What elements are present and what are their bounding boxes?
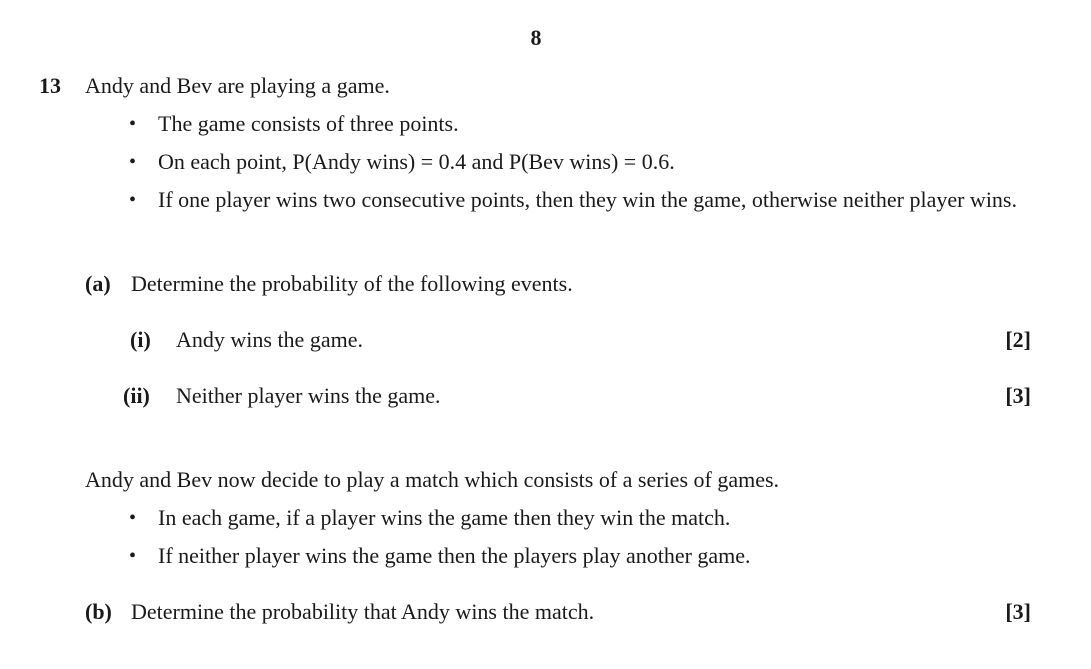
part-b-label: (b) — [85, 599, 112, 624]
subpart-i-label: (i) — [130, 327, 151, 352]
question-stem: Andy and Bev are playing a game. — [85, 73, 390, 98]
part-b-text: Determine the probability that Andy wins the match. — [131, 599, 595, 624]
bullet-item: If one player wins two consecutive points, then they win the game, otherwise neither player wins. — [158, 187, 1017, 212]
bullet-item: The game consists of three points. — [158, 111, 459, 136]
match-intro: Andy and Bev now decide to play a match which consists of a series of games. — [85, 467, 780, 492]
subpart-ii-label: (ii) — [123, 383, 150, 408]
subpart-ii-marks: [3] — [1005, 383, 1031, 408]
match-bullet-item: If neither player wins the game then the players play another game. — [158, 543, 751, 568]
bullet-marker: • — [129, 507, 137, 529]
subpart-i-marks: [2] — [1005, 327, 1031, 352]
page-number: 8 — [530, 25, 542, 50]
bullet-marker: • — [129, 545, 137, 567]
part-b-marks: [3] — [1005, 599, 1031, 624]
bullet-item: On each point, P(Andy wins) = 0.4 and P(Bev wins) = 0.6. — [158, 149, 675, 174]
bullet-marker: • — [129, 151, 137, 173]
part-a-text: Determine the probability of the following events. — [131, 271, 573, 296]
subpart-i-text: Andy wins the game. — [176, 327, 363, 352]
part-a-label: (a) — [85, 271, 111, 296]
question-number: 13 — [39, 73, 61, 98]
bullet-marker: • — [129, 113, 137, 135]
subpart-ii-text: Neither player wins the game. — [176, 383, 441, 408]
bullet-marker: • — [129, 189, 137, 211]
match-bullet-item: In each game, if a player wins the game then they win the match. — [158, 505, 731, 530]
